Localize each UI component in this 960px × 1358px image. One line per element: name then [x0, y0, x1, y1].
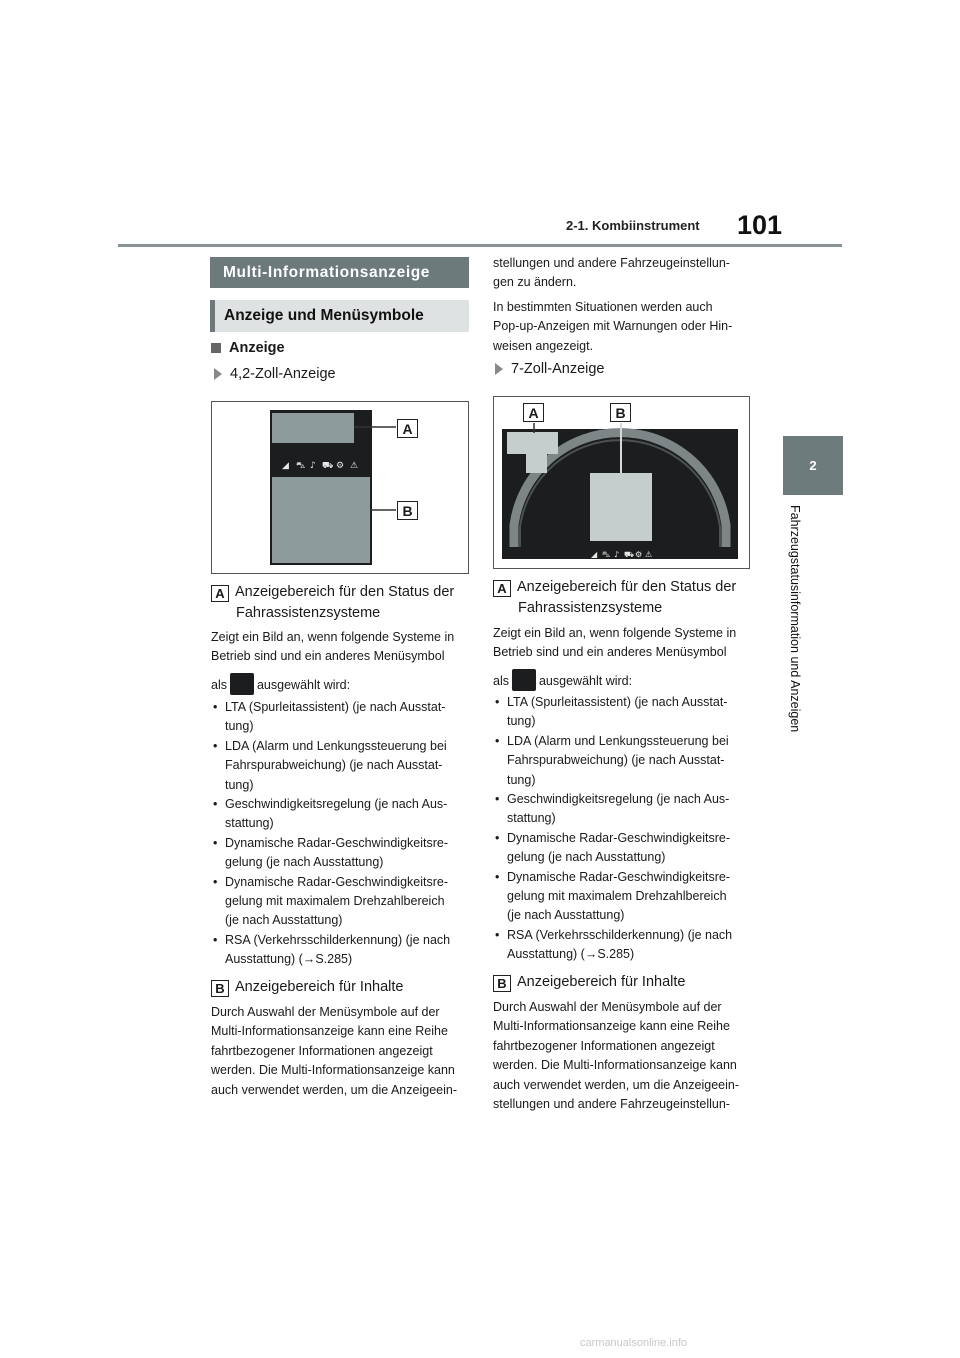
- warning-icon: ⚠: [350, 461, 359, 471]
- item-a-heading-right: [493, 577, 755, 619]
- para-line: auch verwendet werden, um die Anzeigeein-: [493, 1077, 739, 1092]
- list-item: • Dynamische Radar-Geschwindigkeitsre- gelung mit maximalem Drehzahlbereich (je nach Ausstattung): [211, 873, 473, 931]
- driving-assist-menu-icon: [230, 673, 254, 695]
- para-line: werden. Die Multi-Informationsanzeige kann: [211, 1063, 455, 1078]
- running-header-section: 2-1. Kombiinstrument: [566, 218, 700, 233]
- label-a-tag: A: [493, 580, 511, 597]
- settings-gear-icon: ⚙: [635, 550, 643, 559]
- para-line: In bestimmten Situationen werden auch: [493, 299, 713, 314]
- driving-assist-icon: ⛍: [296, 461, 306, 471]
- para-line: Betrieb sind und ein anderes Menüsymbol: [211, 649, 445, 664]
- item-a-description-right: [493, 624, 755, 691]
- para-line: Durch Auswahl der Menüsymbole auf der: [493, 1000, 722, 1014]
- para-line: Pop-up-Anzeigen mit Warnungen oder Hin-: [493, 319, 733, 334]
- display-heading-7: [495, 361, 605, 377]
- label-a-tag: A: [211, 585, 229, 602]
- para-line: weisen angezeigt.: [493, 338, 594, 353]
- item-b-heading-right: [493, 972, 755, 993]
- list-item: • LTA (Spurleitassistent) (je nach Ausstat- tung): [493, 693, 755, 732]
- figure-4-2-display: [211, 401, 469, 574]
- subsection-title: Anzeige und Menüsymbole: [210, 300, 469, 332]
- callout-b: B: [397, 501, 418, 520]
- chapter-number: 2: [809, 458, 817, 473]
- list-item: • Geschwindigkeitsregelung (je nach Aus- stattung): [211, 795, 473, 834]
- watermark: carmanualsonline.info: [580, 1337, 688, 1349]
- item-a-heading: [211, 582, 473, 624]
- item-b-description-right: [493, 998, 755, 1114]
- chapter-tab: [783, 436, 843, 495]
- page-number: 101: [737, 210, 783, 240]
- display-illustration-7: [494, 397, 749, 568]
- item-b-description: [211, 1003, 473, 1100]
- warning-icon: ⚠: [645, 550, 653, 559]
- para-als: als: [493, 673, 509, 688]
- eco-leaf-icon: ◢: [591, 550, 598, 559]
- item-a-line1: Anzeigebereich für den Status der: [517, 579, 737, 595]
- chapter-tab-label: [782, 505, 812, 755]
- header-rule: [118, 244, 842, 247]
- item-a-line2: Fahrassistenzsysteme: [236, 605, 381, 621]
- para-line: Multi-Informationsanzeige kann eine Reihe: [493, 1019, 730, 1034]
- item-b-heading: [211, 977, 473, 998]
- para-line: Betrieb sind und ein anderes Menüsymbol: [493, 645, 727, 660]
- subhead-anzeige: [211, 340, 285, 356]
- display-heading-text: 4,2-Zoll-Anzeige: [230, 366, 336, 382]
- right-intro: [493, 254, 755, 356]
- para-line: werden. Die Multi-Informationsanzeige kann: [493, 1058, 737, 1073]
- list-item: • Dynamische Radar-Geschwindigkeitsre- gelung (je nach Ausstattung): [211, 834, 473, 873]
- item-b-line1: Anzeigebereich für Inhalte: [235, 979, 404, 995]
- para-line: Zeigt ein Bild an, wenn folgende Systeme in: [493, 626, 737, 640]
- para-line: stellungen und andere Fahrzeugeinstellun-: [493, 256, 730, 270]
- list-item: • Dynamische Radar-Geschwindigkeitsre- gelung mit maximalem Drehzahlbereich (je nach Ausstattung): [493, 868, 755, 926]
- item-b-line1: Anzeigebereich für Inhalte: [517, 974, 686, 990]
- callout-b: B: [610, 403, 631, 422]
- label-b-tag: B: [211, 980, 229, 997]
- list-item: • RSA (Verkehrsschilderkennung) (je nach Ausstattung) (→S.285): [493, 926, 755, 965]
- display-illustration-4-2: [212, 402, 468, 573]
- section-title: Multi-Informationsanzeige: [210, 257, 469, 288]
- figure-7-display: [493, 396, 750, 569]
- list-item: • LDA (Alarm und Lenkungssteuerung bei Fahrspurabweichung) (je nach Ausstat- tung): [211, 737, 473, 795]
- display-heading-4-2: [214, 366, 336, 382]
- left-systems-list: [211, 698, 473, 970]
- audio-icon: ♪: [310, 461, 316, 471]
- para-selected: ausgewählt wird:: [256, 677, 351, 692]
- para-line: Durch Auswahl der Menüsymbole auf der: [211, 1005, 440, 1019]
- para-line: stellungen und andere Fahrzeugeinstellun-: [493, 1097, 730, 1112]
- right-systems-list: [493, 693, 755, 965]
- area-a-box: [272, 413, 354, 443]
- item-a-description: [211, 628, 473, 695]
- para-selected: ausgewählt wird:: [538, 673, 633, 688]
- driving-assist-menu-icon: [512, 669, 536, 691]
- list-item: • LDA (Alarm und Lenkungssteuerung bei Fahrspurabweichung) (je nach Ausstat- tung): [493, 732, 755, 790]
- display-heading-text: 7-Zoll-Anzeige: [511, 361, 605, 377]
- para-line: gen zu ändern.: [493, 275, 577, 290]
- callout-a: A: [397, 419, 418, 438]
- item-a-line1: Anzeigebereich für den Status der: [235, 584, 455, 600]
- area-b-box: [590, 473, 652, 541]
- list-item: • RSA (Verkehrsschilderkennung) (je nach Ausstattung) (→S.285): [211, 931, 473, 970]
- item-a-line2: Fahrassistenzsysteme: [518, 600, 663, 616]
- list-item: • LTA (Spurleitassistent) (je nach Ausstat- tung): [211, 698, 473, 737]
- car-info-icon: ⛟: [322, 461, 334, 471]
- triangle-arrow-icon: [214, 368, 222, 380]
- list-item: • Geschwindigkeitsregelung (je nach Aus- stattung): [493, 790, 755, 829]
- subhead-text: Anzeige: [229, 340, 285, 356]
- chapter-title: Fahrzeugstatusinformation und Anzeigen: [788, 505, 802, 733]
- para-line: auch verwendet werden, um die Anzeigeein-: [211, 1082, 457, 1097]
- car-info-icon: ⛟: [624, 550, 635, 559]
- square-bullet-icon: [211, 343, 221, 353]
- para-line: fahrtbezogener Informationen angezeigt: [493, 1038, 715, 1053]
- para-line: Multi-Informationsanzeige kann eine Reihe: [211, 1024, 448, 1039]
- para-line: fahrtbezogener Informationen angezeigt: [211, 1043, 433, 1058]
- list-item: • Dynamische Radar-Geschwindigkeitsre- gelung (je nach Ausstattung): [493, 829, 755, 868]
- callout-a: A: [523, 403, 544, 422]
- label-b-tag: B: [493, 975, 511, 992]
- para-line: Zeigt ein Bild an, wenn folgende Systeme in: [211, 630, 455, 644]
- eco-leaf-icon: ◢: [282, 461, 289, 471]
- area-b-box: [272, 477, 370, 563]
- settings-gear-icon: ⚙: [336, 461, 345, 471]
- driving-assist-icon: ⛍: [602, 550, 611, 559]
- audio-icon: ♪: [614, 550, 620, 559]
- para-als: als: [211, 677, 227, 692]
- triangle-arrow-icon: [495, 363, 503, 375]
